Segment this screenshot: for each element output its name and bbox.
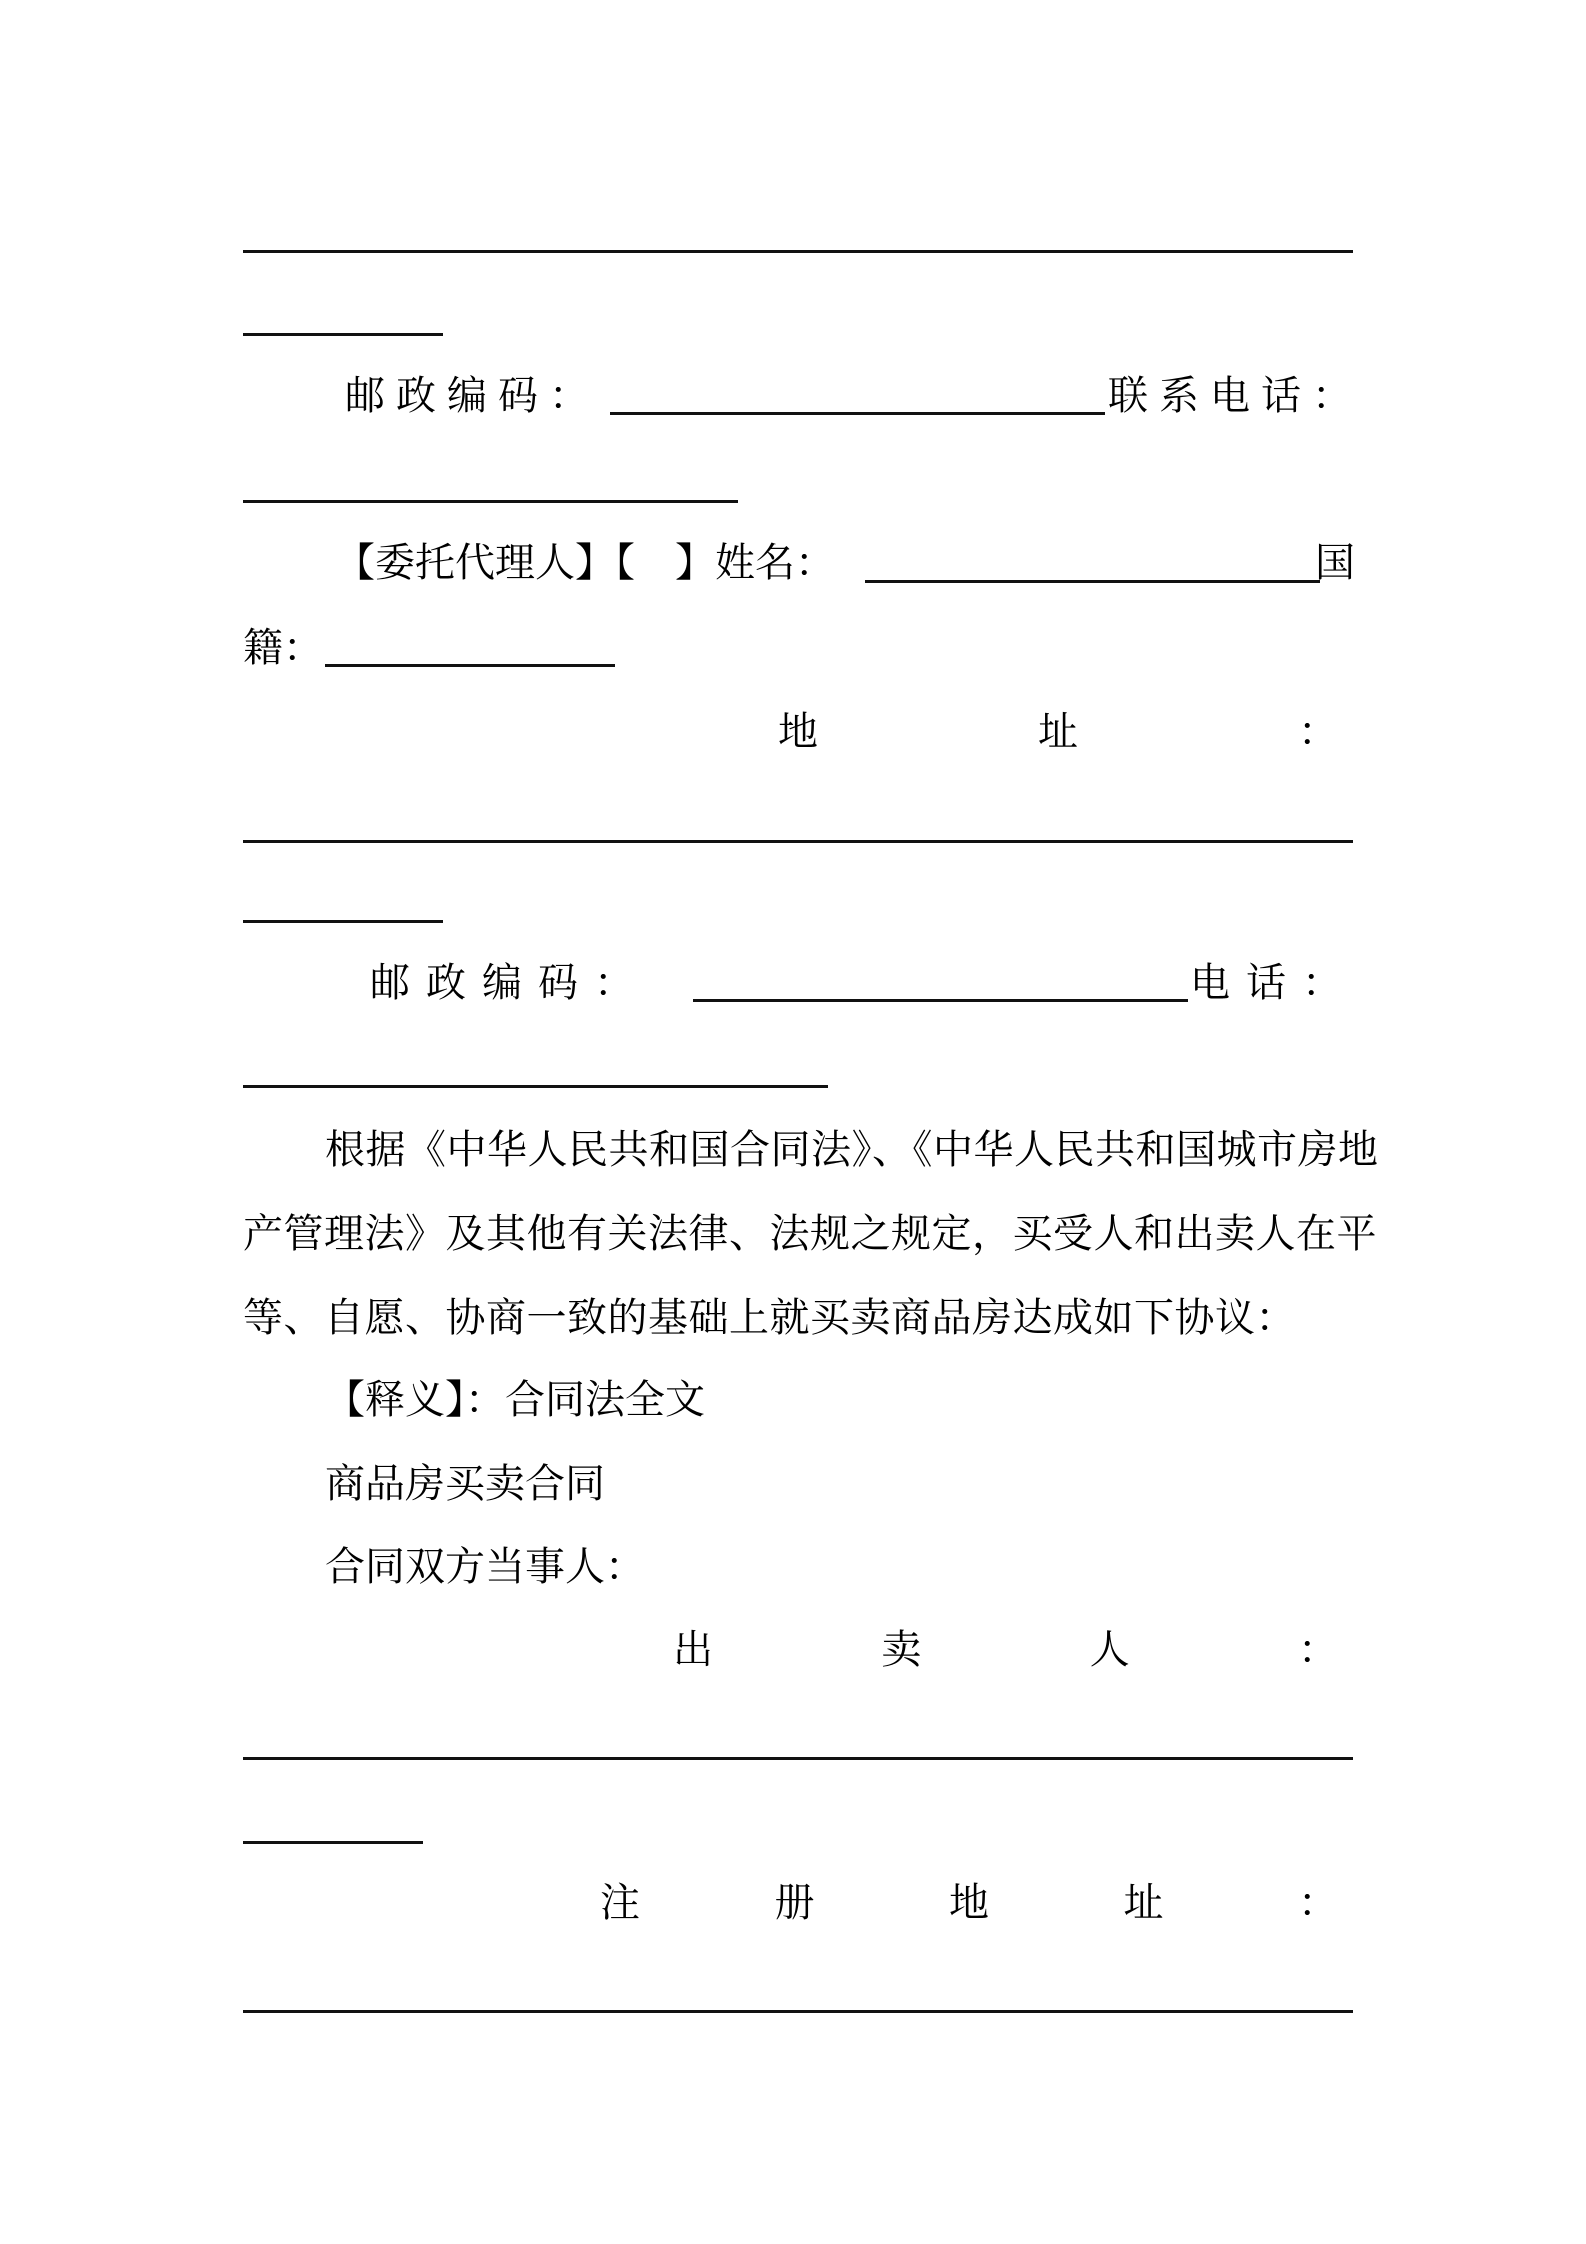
intro-line-2: 产管理法》及其他有关法律、法规之规定，买受人和出卖人在平 (243, 1211, 1377, 1257)
seller-char: 人 (1089, 1627, 1130, 1673)
address-char: 址 (1038, 709, 1078, 755)
postal-code-field-1[interactable] (610, 412, 1105, 415)
seller-label (673, 1620, 1338, 1680)
agent-address-label (778, 702, 1338, 762)
phone-field-2[interactable] (243, 1085, 828, 1088)
seller-field-tail[interactable] (243, 1841, 423, 1844)
interpretation-note: 【释义】：合同法全文 (325, 1377, 705, 1423)
intro-line-3: 等、自愿、协商一致的基础上就买卖商品房达成如下协议： (243, 1295, 1296, 1341)
agent-name-label: 【委托代理人】【 】姓名： (335, 540, 835, 586)
agent-address-field-tail[interactable] (243, 920, 443, 923)
seller-char: 卖 (881, 1627, 922, 1673)
contract-title: 商品房买卖合同 (325, 1461, 605, 1507)
phone-field-1[interactable] (243, 500, 738, 503)
phone-label-2: 电话： (1190, 960, 1358, 1006)
seller-field[interactable] (243, 1757, 1353, 1760)
registered-address-char: 地 (949, 1880, 989, 1926)
address-char: 地 (778, 709, 818, 755)
fill-line-address-continued (243, 250, 1353, 253)
registered-address-field[interactable] (243, 2010, 1353, 2013)
seller-char: ： (1297, 1627, 1338, 1673)
postal-code-label-2: 邮政编码： (370, 960, 650, 1006)
parties-heading: 合同双方当事人： (325, 1544, 645, 1590)
agent-address-field[interactable] (243, 840, 1353, 843)
intro-line-1: 根据《中华人民共和国合同法》、《中华人民共和国城市房地 (325, 1127, 1379, 1173)
nationality-label-part2: 籍： (243, 625, 323, 671)
fill-line-address-continued-tail (243, 333, 443, 336)
registered-address-label (600, 1873, 1338, 1933)
postal-code-label-1: 邮政编码： (345, 373, 600, 419)
phone-label-1: 联系电话： (1108, 373, 1363, 419)
registered-address-char: 注 (600, 1880, 640, 1926)
address-char: ： (1298, 709, 1338, 755)
agent-name-field[interactable] (865, 580, 1320, 583)
seller-char: 出 (673, 1627, 713, 1673)
postal-code-field-2[interactable] (693, 999, 1188, 1002)
nationality-field[interactable] (325, 664, 615, 667)
registered-address-char: 址 (1123, 1880, 1164, 1926)
registered-address-char: 册 (774, 1880, 815, 1926)
registered-address-char: ： (1298, 1880, 1338, 1926)
nationality-label-part1: 国 (1315, 540, 1355, 586)
